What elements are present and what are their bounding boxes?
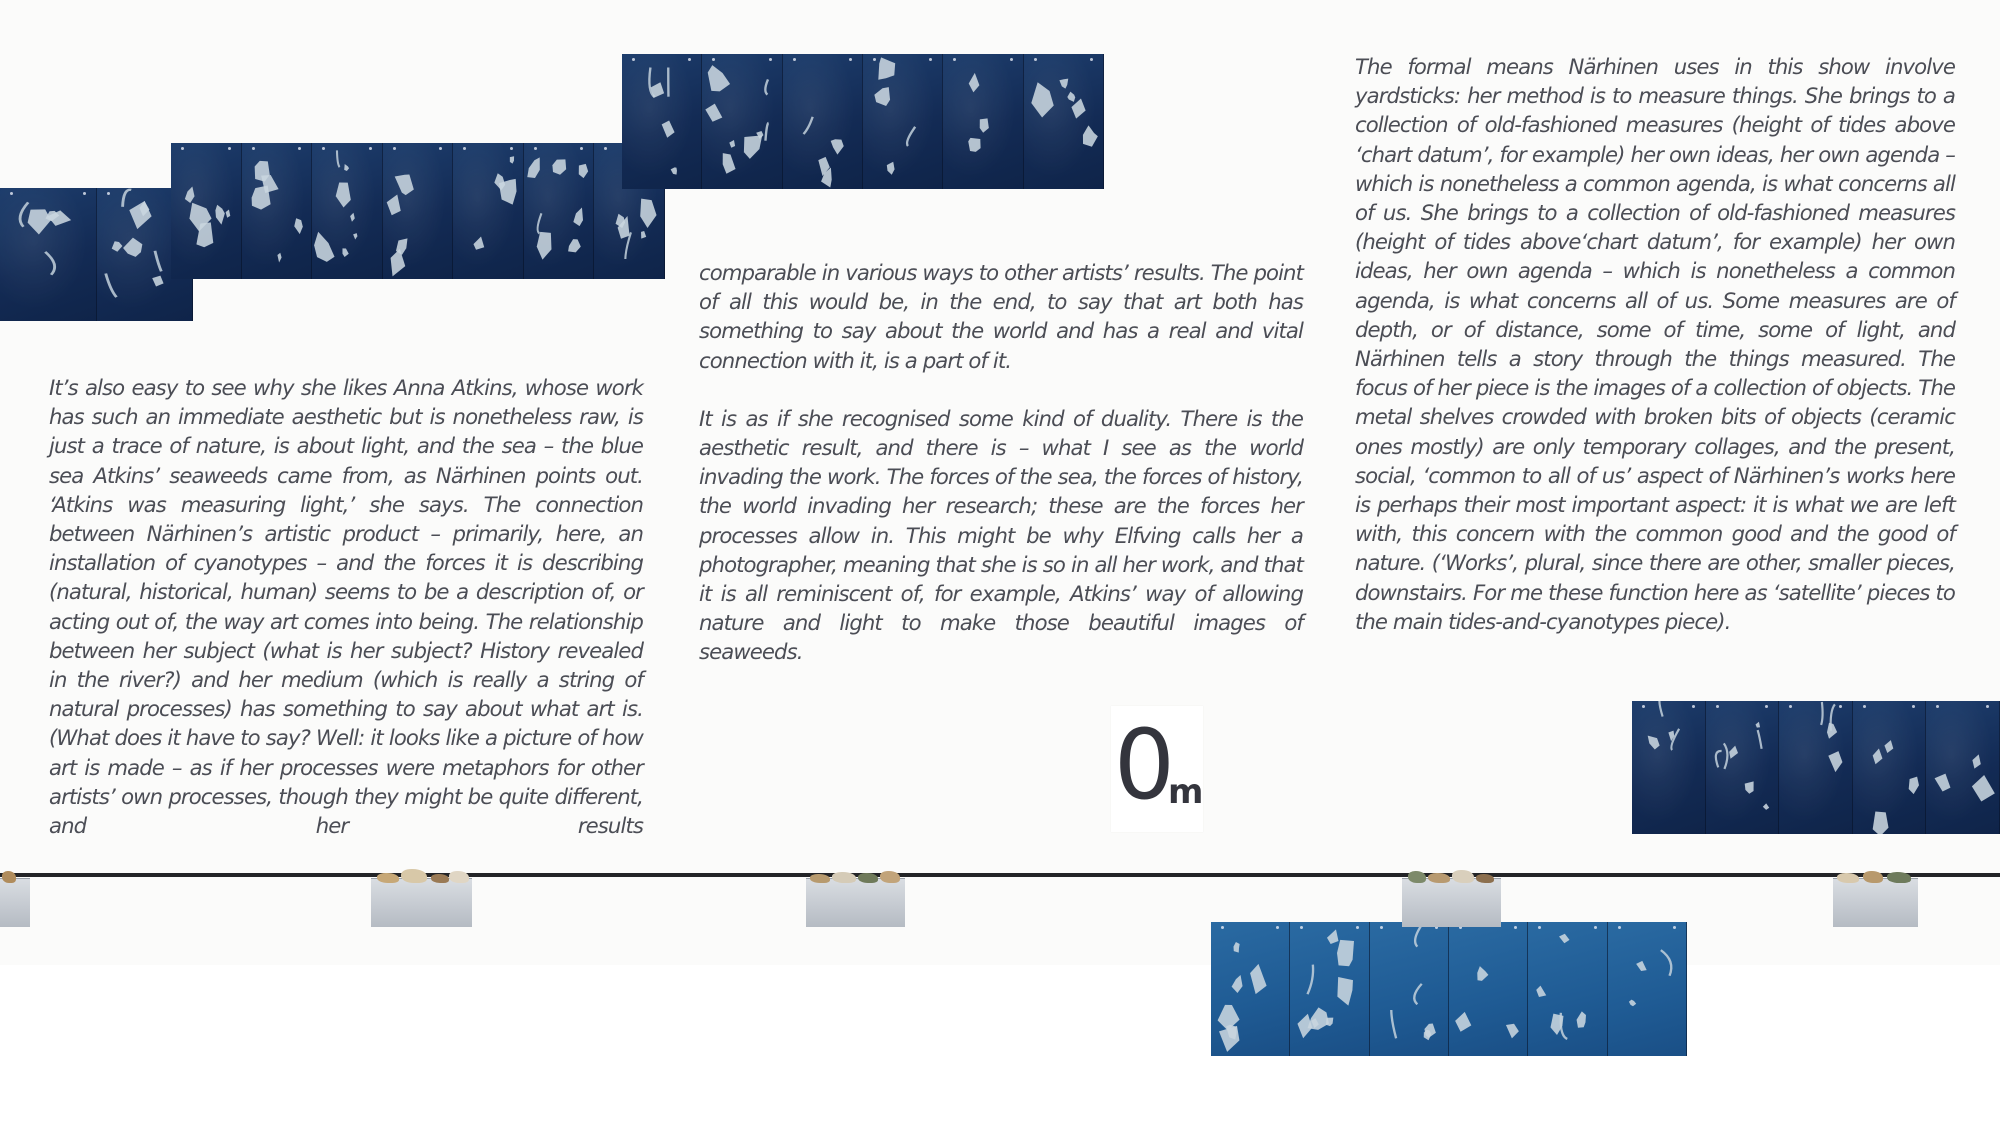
fragment-shape (1729, 746, 1738, 759)
fragment-shape (1744, 781, 1753, 793)
cyanotype-fragments (1926, 701, 1999, 834)
cyanotype-row-bottom (1211, 922, 1687, 1056)
shelf-tray (371, 878, 472, 927)
cyanotype-sheet (1632, 701, 1706, 834)
fragment-shape (1828, 751, 1842, 772)
fragment-shape (1648, 736, 1660, 750)
fragment-shape (803, 117, 812, 134)
cyanotype-sheet (1853, 701, 1927, 834)
cyanotype-fragments (943, 54, 1022, 189)
cyanotype-sheet (1290, 922, 1369, 1056)
fragment-shape (474, 236, 485, 249)
fragment-shape (980, 118, 989, 132)
fragment-shape (1337, 940, 1354, 966)
fragment-shape (641, 199, 657, 228)
fragment-shape (766, 123, 769, 141)
cyanotype-sheet (383, 143, 454, 279)
fragment-shape (1250, 964, 1267, 994)
fragment-shape (1872, 749, 1882, 765)
fragment-shape (337, 150, 340, 167)
cyanotype-sheet (943, 54, 1023, 189)
fragment-shape (1755, 722, 1760, 728)
cyanotype-fragments (1290, 922, 1368, 1056)
depth-marker-unit: m (1168, 772, 1204, 812)
cyanotype-fragments (1370, 922, 1448, 1056)
fragment-shape (510, 156, 514, 163)
fragment-shape (226, 209, 231, 217)
fragment-shape (122, 190, 131, 207)
fragment-shape (1326, 1018, 1333, 1026)
cyanotype-row-top (622, 54, 1104, 189)
fragment-shape (343, 248, 349, 257)
wall-text-paragraph: The formal means Närhinen uses in this show involve yardsticks: her method is to measure things. She brings to a collection of old-fashioned measures (height of tides above ‘chart datum’, for example) her own ideas, her own agenda – which is nonetheless a common agenda, is what concerns all of us. She brings to a collection of old-fashioned measures (height of tides above‘chart datum’, for example) her own ideas, her own agenda – which is nonetheless a common agenda, is what concerns all of us. Some measures are of depth, or of distance, some of time, some of light, and Närhinen tells a story through the things measured. The focus of her piece is the images of a collection of objects. The metal shelves crowded with broken bits of objects (ceramic ones mostly) are only temporary collages, and the present, social, ‘common to all of us’ aspect of Närhinen’s works here is perhaps their most important aspect: it is what we are left with, this concern with the common good and the good of nature. (‘Works’, plural, since there are other, smaller pieces, downstairs. For me these function here as ‘satellite’ pieces to the main tides-and-cyanotypes piece). (1355, 54, 1955, 634)
fragment-shape (708, 65, 730, 91)
cyanotype-sheet (1528, 922, 1607, 1056)
fragment-shape (1884, 740, 1893, 753)
cyanotype-sheet (1779, 701, 1853, 834)
fragment-shape (969, 73, 980, 93)
wall-text-paragraph: comparable in various ways to other artists’ results. The point of all this would be, in the end, to say that art both has something to say about the world and has a real and vital connection with it, is a part of it. (699, 260, 1303, 373)
cyanotype-sheet (1706, 701, 1780, 834)
shelf-tray (806, 878, 905, 927)
fragment-shape (336, 183, 351, 208)
cyanotype-fragments (1632, 701, 1705, 834)
fragment-shape (394, 175, 413, 196)
cyanotype-fragments (622, 54, 701, 189)
cyanotype-sheet (312, 143, 383, 279)
fragment-shape (579, 164, 588, 178)
fragment-shape (1233, 942, 1239, 953)
fragment-shape (1308, 965, 1314, 995)
fragment-shape (123, 238, 142, 257)
fragment-shape (830, 139, 843, 154)
fragment-shape (552, 159, 566, 174)
fragment-shape (1414, 984, 1421, 1004)
fragment-shape (105, 274, 116, 298)
cyanotype-sheet (1608, 922, 1687, 1056)
wall-text-paragraph: It is as if she recognised some kind of duality. There is the aesthetic result, and there is – what I see as the world invading the work. The forces of the sea, the forces of history, the world invading her research; these are the forces her processes allow in. This might be why Elfving calls her a photographer, meaning that she is so in all her work, and that it is all reminiscent of, for example, Atkins’ way of allowing nature and light to make those beautiful images of seaweeds. (699, 405, 1303, 665)
cyanotype-fragments (863, 54, 942, 189)
fragment-shape (1908, 777, 1918, 794)
cyanotype-sheet (0, 188, 97, 321)
fragment-shape (537, 213, 541, 233)
fragment-shape (350, 213, 355, 222)
cyanotype-fragments (0, 188, 96, 321)
fragment-shape (154, 251, 160, 272)
fragment-shape (730, 140, 736, 148)
tide-line-rail (0, 873, 2000, 877)
cyanotype-sheet (783, 54, 863, 189)
fragment-shape (1308, 1007, 1329, 1029)
fragment-shape (527, 157, 540, 178)
fragment-shape (1872, 812, 1888, 834)
cyanotype-sheet (1370, 922, 1449, 1056)
fragment-shape (907, 127, 915, 146)
fragment-shape (1537, 986, 1547, 997)
fragment-shape (1559, 934, 1569, 943)
fragment-shape (1973, 754, 1981, 768)
cyanotype-fragments (242, 143, 312, 279)
fragment-shape (111, 241, 122, 251)
cyanotype-sheet (863, 54, 943, 189)
fragment-shape (642, 231, 647, 239)
wall-text-right-column (1355, 52, 1955, 636)
cyanotype-fragments (1706, 701, 1779, 834)
cyanotype-sheet (171, 143, 242, 279)
wall-text-paragraph: It’s also easy to see why she likes Anna Atkins, whose work has such an immediate aesthetic but is nonetheless raw, is just a trace of nature, is about light, and the sea – the blue sea Atkins’ seaweeds came from, as Närhinen points out. ‘Atkins was measuring light,’ she says. The connection between Närhinen’s artistic product – primarily, here, an installation of cyanotypes – and the forces it is describing (natural, historical, human) seems to be a description of, or acting out of, the way art comes into being. The relationship between her subject (what is her subject? History revealed in the river?) and her medium (which is really a string of natural processes) has something to say about what art is. (What does it have to say? Well: it looks like a picture of how art is made – as if her processes were metaphors for other artists’ own processes, though they might be quite different, and her results (49, 375, 643, 839)
cyanotype-fragments (312, 143, 382, 279)
fragment-shape (1455, 1012, 1471, 1032)
fragment-shape (1821, 702, 1822, 725)
shelf-tray (1833, 878, 1918, 927)
wall-text-middle-column (699, 258, 1303, 667)
fragment-shape (20, 202, 28, 226)
cyanotype-sheet (242, 143, 313, 279)
fragment-shape (1972, 775, 1995, 801)
fragment-shape (1577, 1011, 1586, 1027)
fragment-shape (671, 167, 677, 174)
cyanotype-sheet (524, 143, 595, 279)
cyanotype-fragments (1853, 701, 1926, 834)
cyanotype-row-upper-middle (171, 143, 665, 279)
cyanotype-fragments (1608, 922, 1686, 1056)
cyanotype-fragments (783, 54, 862, 189)
fragment-shape (537, 232, 552, 260)
shelf-tray (0, 878, 30, 927)
cyanotype-fragments (1779, 701, 1852, 834)
fragment-shape (1659, 701, 1663, 717)
fragment-shape (744, 135, 762, 158)
fragment-shape (874, 87, 890, 106)
fragment-shape (568, 239, 581, 252)
fragment-shape (1660, 950, 1670, 976)
fragment-shape (1083, 125, 1098, 146)
fragment-shape (1827, 723, 1837, 739)
fragment-shape (215, 205, 224, 225)
cyanotype-sheet (1449, 922, 1528, 1056)
cyanotype-fragments (702, 54, 781, 189)
fragment-shape (28, 209, 51, 234)
fragment-shape (386, 194, 400, 215)
cyanotype-sheet (702, 54, 782, 189)
shelf-tray (1402, 878, 1501, 927)
fragment-shape (1757, 730, 1761, 749)
fragment-shape (277, 253, 281, 263)
cyanotype-fragments (1449, 922, 1527, 1056)
fragment-shape (1232, 975, 1243, 993)
fragment-shape (1067, 92, 1075, 102)
cyanotype-fragments (453, 143, 523, 279)
cyanotype-sheet (1024, 54, 1104, 189)
fragment-shape (887, 162, 895, 175)
gallery-floor (0, 965, 2000, 1125)
fragment-shape (1059, 79, 1068, 89)
fragment-shape (878, 57, 895, 79)
fragment-shape (294, 218, 303, 234)
fragment-shape (1031, 82, 1053, 117)
cyanotype-fragments (383, 143, 453, 279)
cyanotype-fragments (171, 143, 241, 279)
cyanotype-fragments (524, 143, 594, 279)
fragment-shape (353, 233, 357, 239)
cyanotype-sheet (453, 143, 524, 279)
depth-marker-sign (1111, 706, 1203, 832)
cyanotype-fragments (1211, 922, 1289, 1056)
fragment-shape (314, 232, 334, 262)
cyanotype-row-right (1632, 701, 2000, 834)
fragment-shape (45, 252, 54, 275)
fragment-shape (1715, 751, 1721, 767)
fragment-shape (185, 186, 195, 203)
fragment-shape (1762, 803, 1768, 810)
fragment-shape (1935, 774, 1951, 792)
fragment-shape (129, 201, 151, 229)
fragment-shape (1327, 929, 1339, 944)
fragment-shape (969, 138, 981, 152)
fragment-shape (706, 104, 723, 122)
fragment-shape (723, 153, 736, 174)
cyanotype-row-upper-left (0, 188, 193, 321)
fragment-shape (662, 121, 675, 138)
fragment-shape (1629, 1000, 1636, 1007)
fragment-shape (251, 185, 270, 209)
fragment-shape (1723, 743, 1727, 769)
wall-text-left-column (49, 373, 643, 840)
fragment-shape (1477, 966, 1488, 981)
cyanotype-fragments (1024, 54, 1103, 189)
cyanotype-sheet (1211, 922, 1290, 1056)
fragment-shape (1338, 977, 1354, 1006)
fragment-shape (152, 276, 163, 287)
fragment-shape (573, 208, 583, 227)
fragment-shape (1506, 1024, 1519, 1039)
fragment-shape (766, 79, 769, 94)
fragment-shape (344, 164, 349, 171)
depth-marker-number: 0 (1113, 709, 1171, 821)
cyanotype-fragments (1528, 922, 1606, 1056)
fragment-shape (1561, 1013, 1568, 1039)
fragment-shape (1636, 961, 1647, 971)
fragment-shape (1391, 1010, 1396, 1038)
cyanotype-sheet (622, 54, 702, 189)
cyanotype-sheet (1926, 701, 2000, 834)
